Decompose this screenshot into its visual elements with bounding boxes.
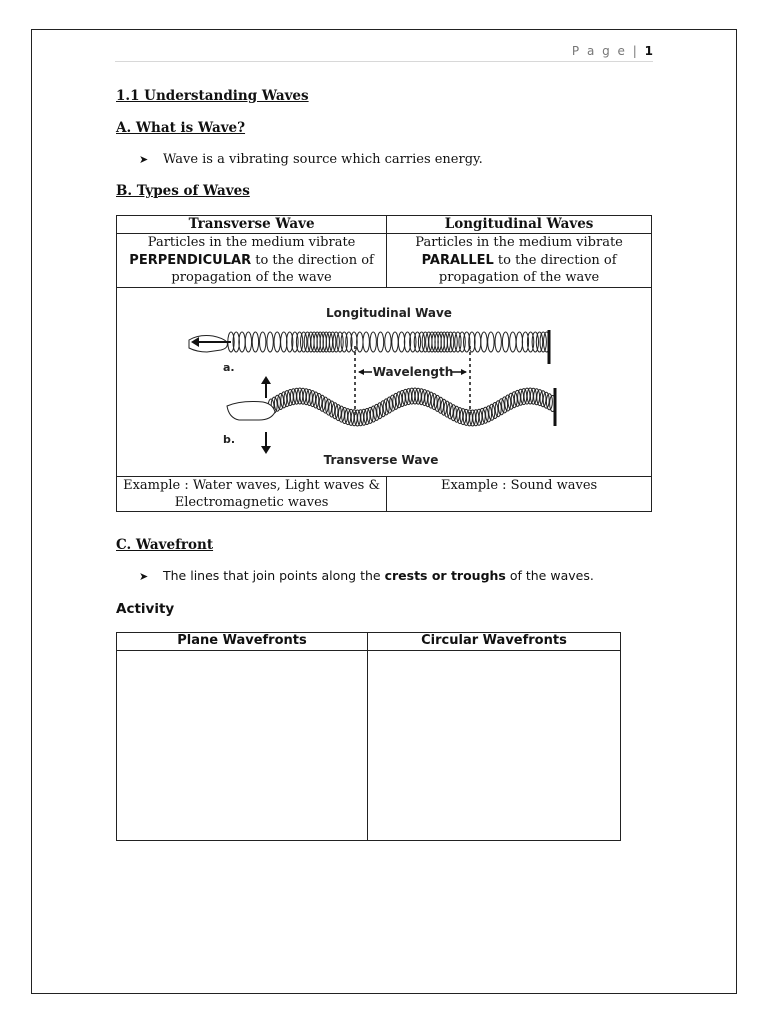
- heading-what-is-wave: A. What is Wave?: [116, 120, 246, 136]
- transverse-spring: [268, 388, 556, 426]
- spring-coil: [495, 332, 501, 352]
- spring-coil: [363, 332, 369, 352]
- spring-coil: [510, 332, 516, 352]
- page-header: [115, 44, 653, 62]
- desc-longitudinal: Particles in the medium vibrate PARALLEL to the direction of propagation of the wave: [387, 234, 652, 288]
- up-arrow-icon: [261, 376, 271, 384]
- example-longitudinal: Example : Sound waves: [387, 477, 652, 512]
- desc-transverse: Particles in the medium vibrate PERPENDICULAR to the direction of propagation of the wave: [117, 234, 387, 288]
- spring-coil: [260, 332, 266, 352]
- col-header-transverse: Transverse Wave: [117, 216, 387, 234]
- arrow-right-icon: [461, 369, 467, 375]
- col-header-circular: Circular Wavefronts: [367, 633, 620, 651]
- wave-diagram-cell: [117, 287, 652, 477]
- types-of-waves-table: [116, 215, 652, 512]
- example-transverse: Example : Water waves, Light waves & Electromagnetic waves: [117, 477, 387, 512]
- arrow-bullet-icon: ➤: [139, 570, 149, 583]
- page-number: P a g e | 1: [571, 44, 653, 58]
- spring-coil: [252, 332, 258, 352]
- spring-coil: [481, 332, 487, 352]
- bullet-what-is-wave: [139, 152, 483, 167]
- hand-b-icon: [227, 401, 275, 420]
- heading-types-of-waves: B. Types of Waves: [116, 183, 250, 199]
- spring-coil: [502, 332, 508, 352]
- arrow-bullet-icon: ➤: [139, 153, 149, 166]
- spring-coil: [274, 332, 280, 352]
- wave-diagram: [119, 288, 649, 471]
- spring-coil: [267, 332, 273, 352]
- longitudinal-spring: [228, 332, 550, 352]
- heading-wavefront: C. Wavefront: [116, 537, 214, 553]
- activity-table: [116, 632, 621, 841]
- label-b: b.: [223, 432, 236, 446]
- bullet-text: Wave is a vibrating source which carries energy.: [163, 152, 483, 167]
- spring-coil: [377, 332, 383, 352]
- col-header-longitudinal: Longitudinal Waves: [387, 216, 652, 234]
- bullet-wavefront: ➤ The lines that join points along the crests or troughs of the waves.: [139, 568, 594, 583]
- label-a: a.: [223, 360, 235, 374]
- transverse-wave-label: Transverse Wave: [323, 452, 439, 467]
- circular-wavefront-drawing-area[interactable]: [367, 651, 620, 841]
- heading-activity: Activity: [116, 601, 175, 617]
- section-title: 1.1 Understanding Waves: [116, 88, 309, 104]
- spring-coil: [245, 332, 251, 352]
- col-header-plane: Plane Wavefronts: [117, 633, 368, 651]
- spring-coil: [488, 332, 494, 352]
- down-arrow-icon: [261, 446, 271, 454]
- arrow-left-icon: [358, 369, 364, 375]
- spring-coil: [392, 332, 398, 352]
- wavelength-label: Wavelength: [372, 364, 454, 379]
- longitudinal-wave-label: Longitudinal Wave: [326, 305, 452, 320]
- spring-coil: [370, 332, 376, 352]
- spring-coil: [385, 332, 391, 352]
- spring-coil: [516, 332, 522, 352]
- plane-wavefront-drawing-area[interactable]: [117, 651, 368, 841]
